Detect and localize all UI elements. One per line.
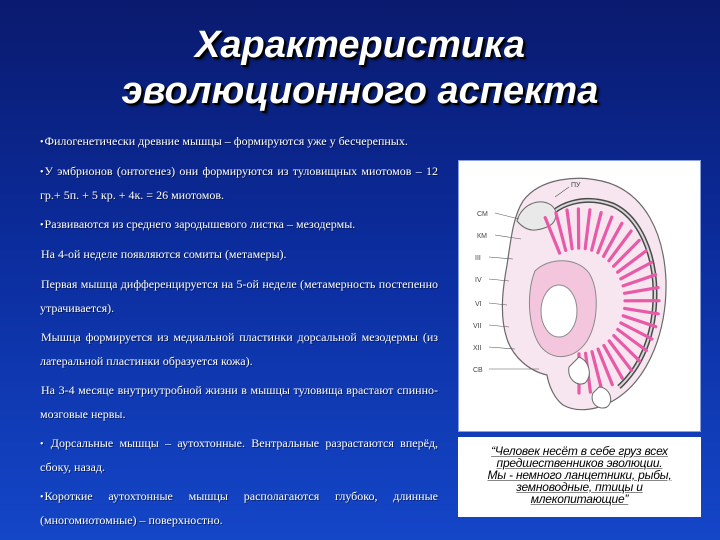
label-vi: VI — [475, 301, 482, 308]
slide-title — [0, 22, 720, 114]
quote-line-3: Мы - немного ланцетники, рыбы, — [487, 468, 672, 482]
label-sv: СВ — [473, 367, 483, 374]
paragraph-text: Мышца формируется из медиальной пластинки дорсальной мезодермы (из латеральной пластинки образуется кожа). — [40, 330, 438, 368]
embryo-figure — [458, 160, 701, 432]
bullet-icon: • — [40, 220, 44, 231]
title-line-1: Характеристика — [195, 24, 525, 66]
label-iii: III — [475, 255, 481, 262]
paragraph — [40, 130, 438, 154]
paragraph-text: Филогенетически древние мышцы – формируются уже у бесчерепных. — [44, 134, 408, 148]
bullet-icon: • — [40, 492, 44, 503]
paragraph-text: Короткие аутохтонные мышцы располагаются глубоко, длинные (многомиотомные) – поверхностно. — [40, 489, 438, 527]
paragraph — [40, 326, 438, 373]
label-vii: VII — [473, 323, 482, 330]
bullet-icon: • — [40, 439, 44, 450]
paragraph-text: У эмбрионов (онтогенез) они формируются из туловищных миотомов – 12 гр.+ 5п. + 5 кр. + 4к. = 26 миотомов. — [40, 164, 438, 202]
label-pu: ПУ — [571, 182, 581, 189]
label-xii: XII — [473, 345, 482, 352]
quote-box — [458, 437, 701, 517]
quote-line-4: земноводные, птицы и — [516, 480, 643, 494]
quote-line-2: предшественников эволюции. — [496, 456, 663, 470]
quote-line-5: млекопитающие” — [530, 492, 629, 506]
paragraph-text: На 3-4 месяце внутриутробной жизни в мышцы туловища врастают спинно-мозговые нервы. — [40, 383, 438, 421]
heart-region — [541, 285, 577, 337]
paragraph — [40, 379, 438, 426]
paragraph-text: Дорсальные мышцы – аутохтонные. Вентральные разрастаются вперёд, сбоку, назад. — [40, 436, 438, 474]
label-iv: IV — [475, 277, 482, 284]
quote-line-1: “Человек несёт в себе груз всех — [491, 444, 668, 458]
paragraph — [40, 213, 438, 237]
label-sm: СМ — [477, 211, 488, 218]
paragraph-text: Развиваются из среднего зародышевого листка – мезодермы. — [44, 217, 356, 231]
bullet-icon: • — [40, 137, 44, 148]
label-km: КМ — [477, 233, 487, 240]
title-line-2: эволюционного аспекта — [121, 70, 599, 112]
embryo-illustration — [459, 161, 702, 433]
paragraph-text: На 4-ой неделе появляются сомиты (метамеры). — [41, 247, 287, 261]
paragraph — [40, 432, 438, 479]
paragraph — [40, 160, 438, 207]
body-text — [40, 130, 438, 538]
paragraph-text: Первая мышца дифференцируется на 5-ой неделе (метамерность постепенно утрачивается). — [40, 277, 438, 315]
paragraph — [40, 243, 438, 267]
paragraph — [40, 273, 438, 320]
paragraph — [40, 485, 438, 532]
bullet-icon: • — [40, 167, 44, 178]
